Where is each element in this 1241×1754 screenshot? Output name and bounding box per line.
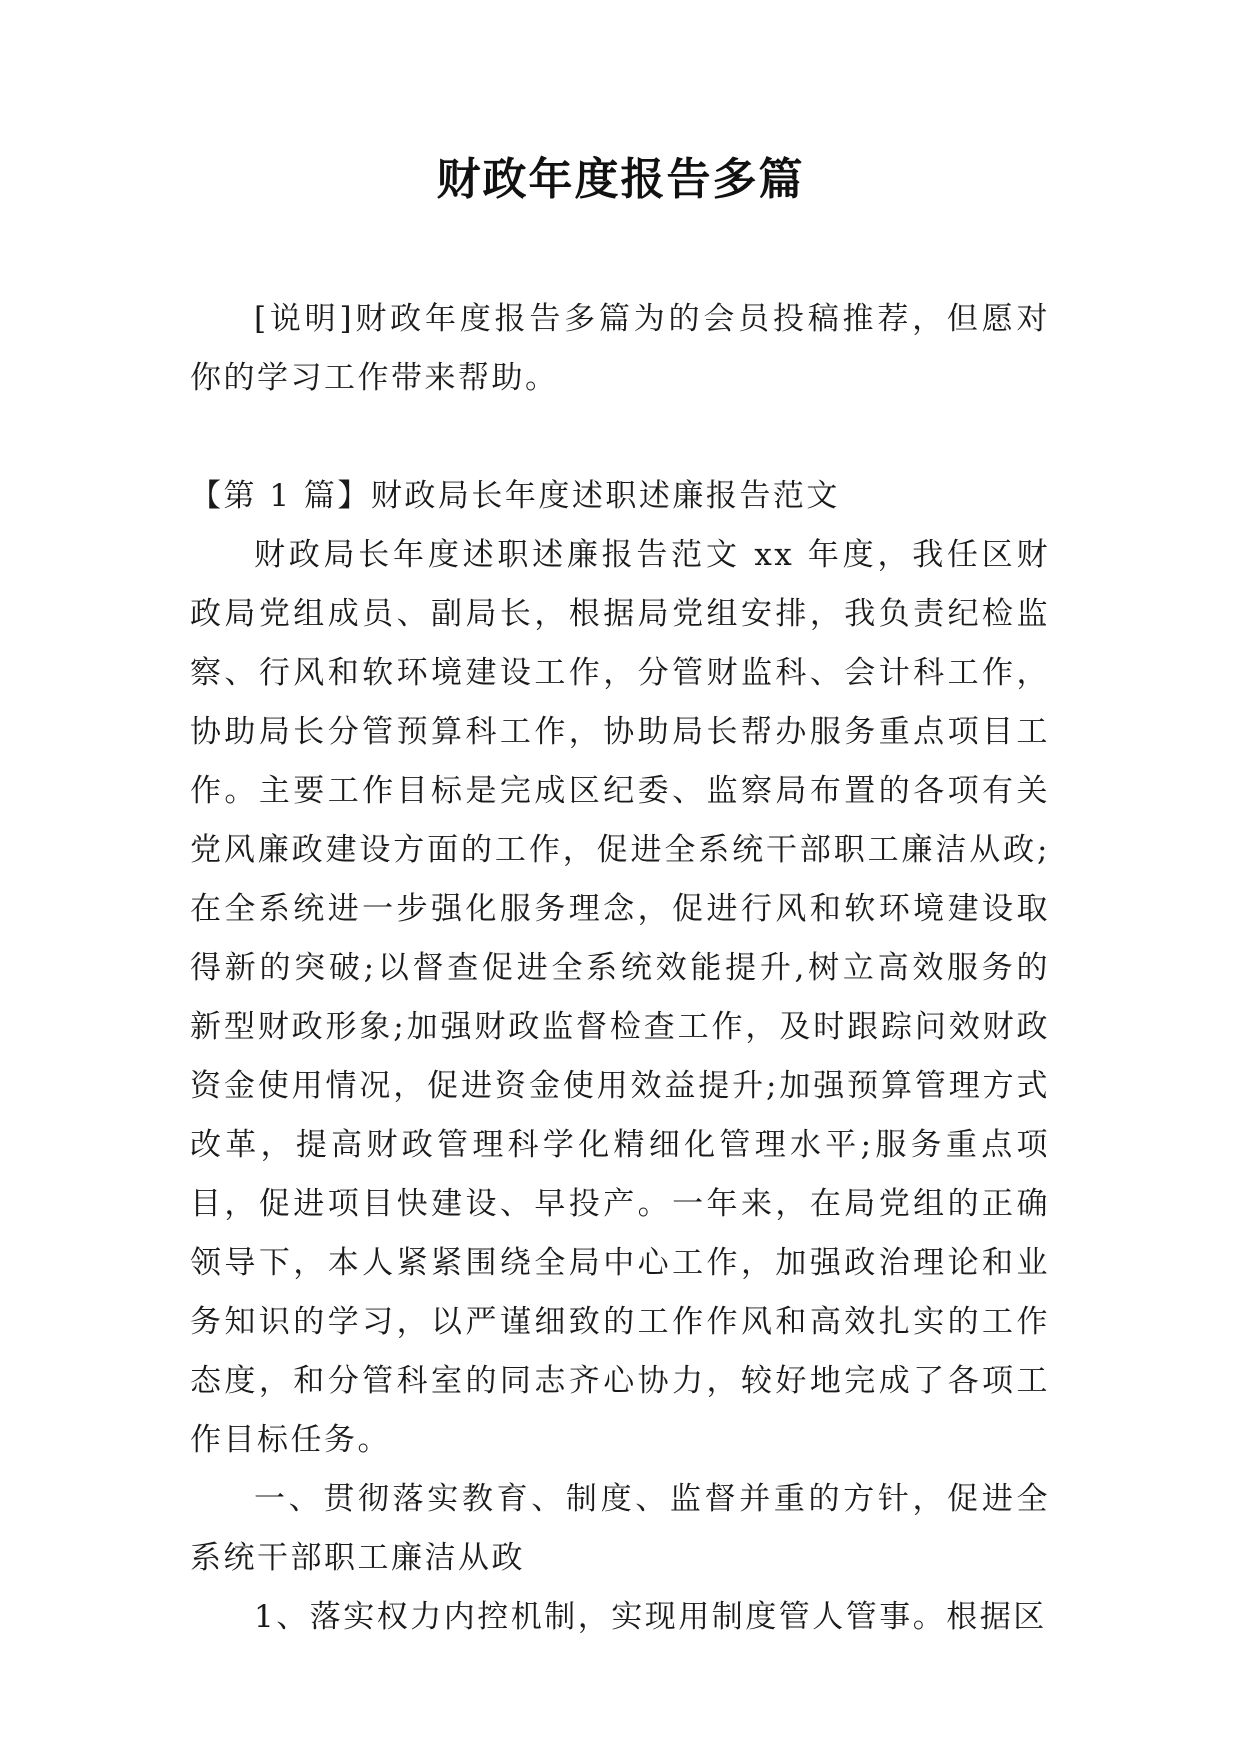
document-body: [190, 290, 1050, 1647]
section-heading: 【第 1 篇】财政局长年度述职述廉报告范文: [190, 478, 840, 514]
document-title: 财政年度报告多篇: [436, 154, 805, 205]
body-paragraph: 1、落实权力内控机制，实现用制度管人管事。根据区: [254, 1599, 1047, 1635]
note-paragraph: [说明]财政年度报告多篇为的会员投稿推荐，但愿对你的学习工作带来帮助。: [190, 301, 1050, 396]
body-paragraph: 一、贯彻落实教育、制度、监督并重的方针，促进全系统干部职工廉洁从政: [190, 1481, 1050, 1576]
body-paragraph: 财政局长年度述职述廉报告范文 xx 年度，我任区财政局党组成员、副局长，根据局党组安排，我负责纪检监察、行风和软环境建设工作，分管财监科、会计科工作，协助局长分管预算科工作，协助局长帮办服务重点项目工作。主要工作目标是完成区纪委、监察局布置的各项有关党风廉政建设方面的工作，促进全系统干部职工廉洁从政;在全系统进一步强化服务理念，促进行风和软环境建设取得新的突破;以督查促进全系统效能提升,树立高效服务的新型财政形象;加强财政监督检查工作，及时跟踪问效财政资金使用情况，促进资金使用效益提升;加强预算管理方式改革，提高财政管理科学化精细化管理水平;服务重点项目，促进项目快建设、早投产。一年来，在局党组的正确领导下，本人紧紧围绕全局中心工作，加强政治理论和业务知识的学习，以严谨细致的工作作风和高效扎实的工作态度，和分管科室的同志齐心协力，较好地完成了各项工作目标任务。: [190, 537, 1050, 1458]
